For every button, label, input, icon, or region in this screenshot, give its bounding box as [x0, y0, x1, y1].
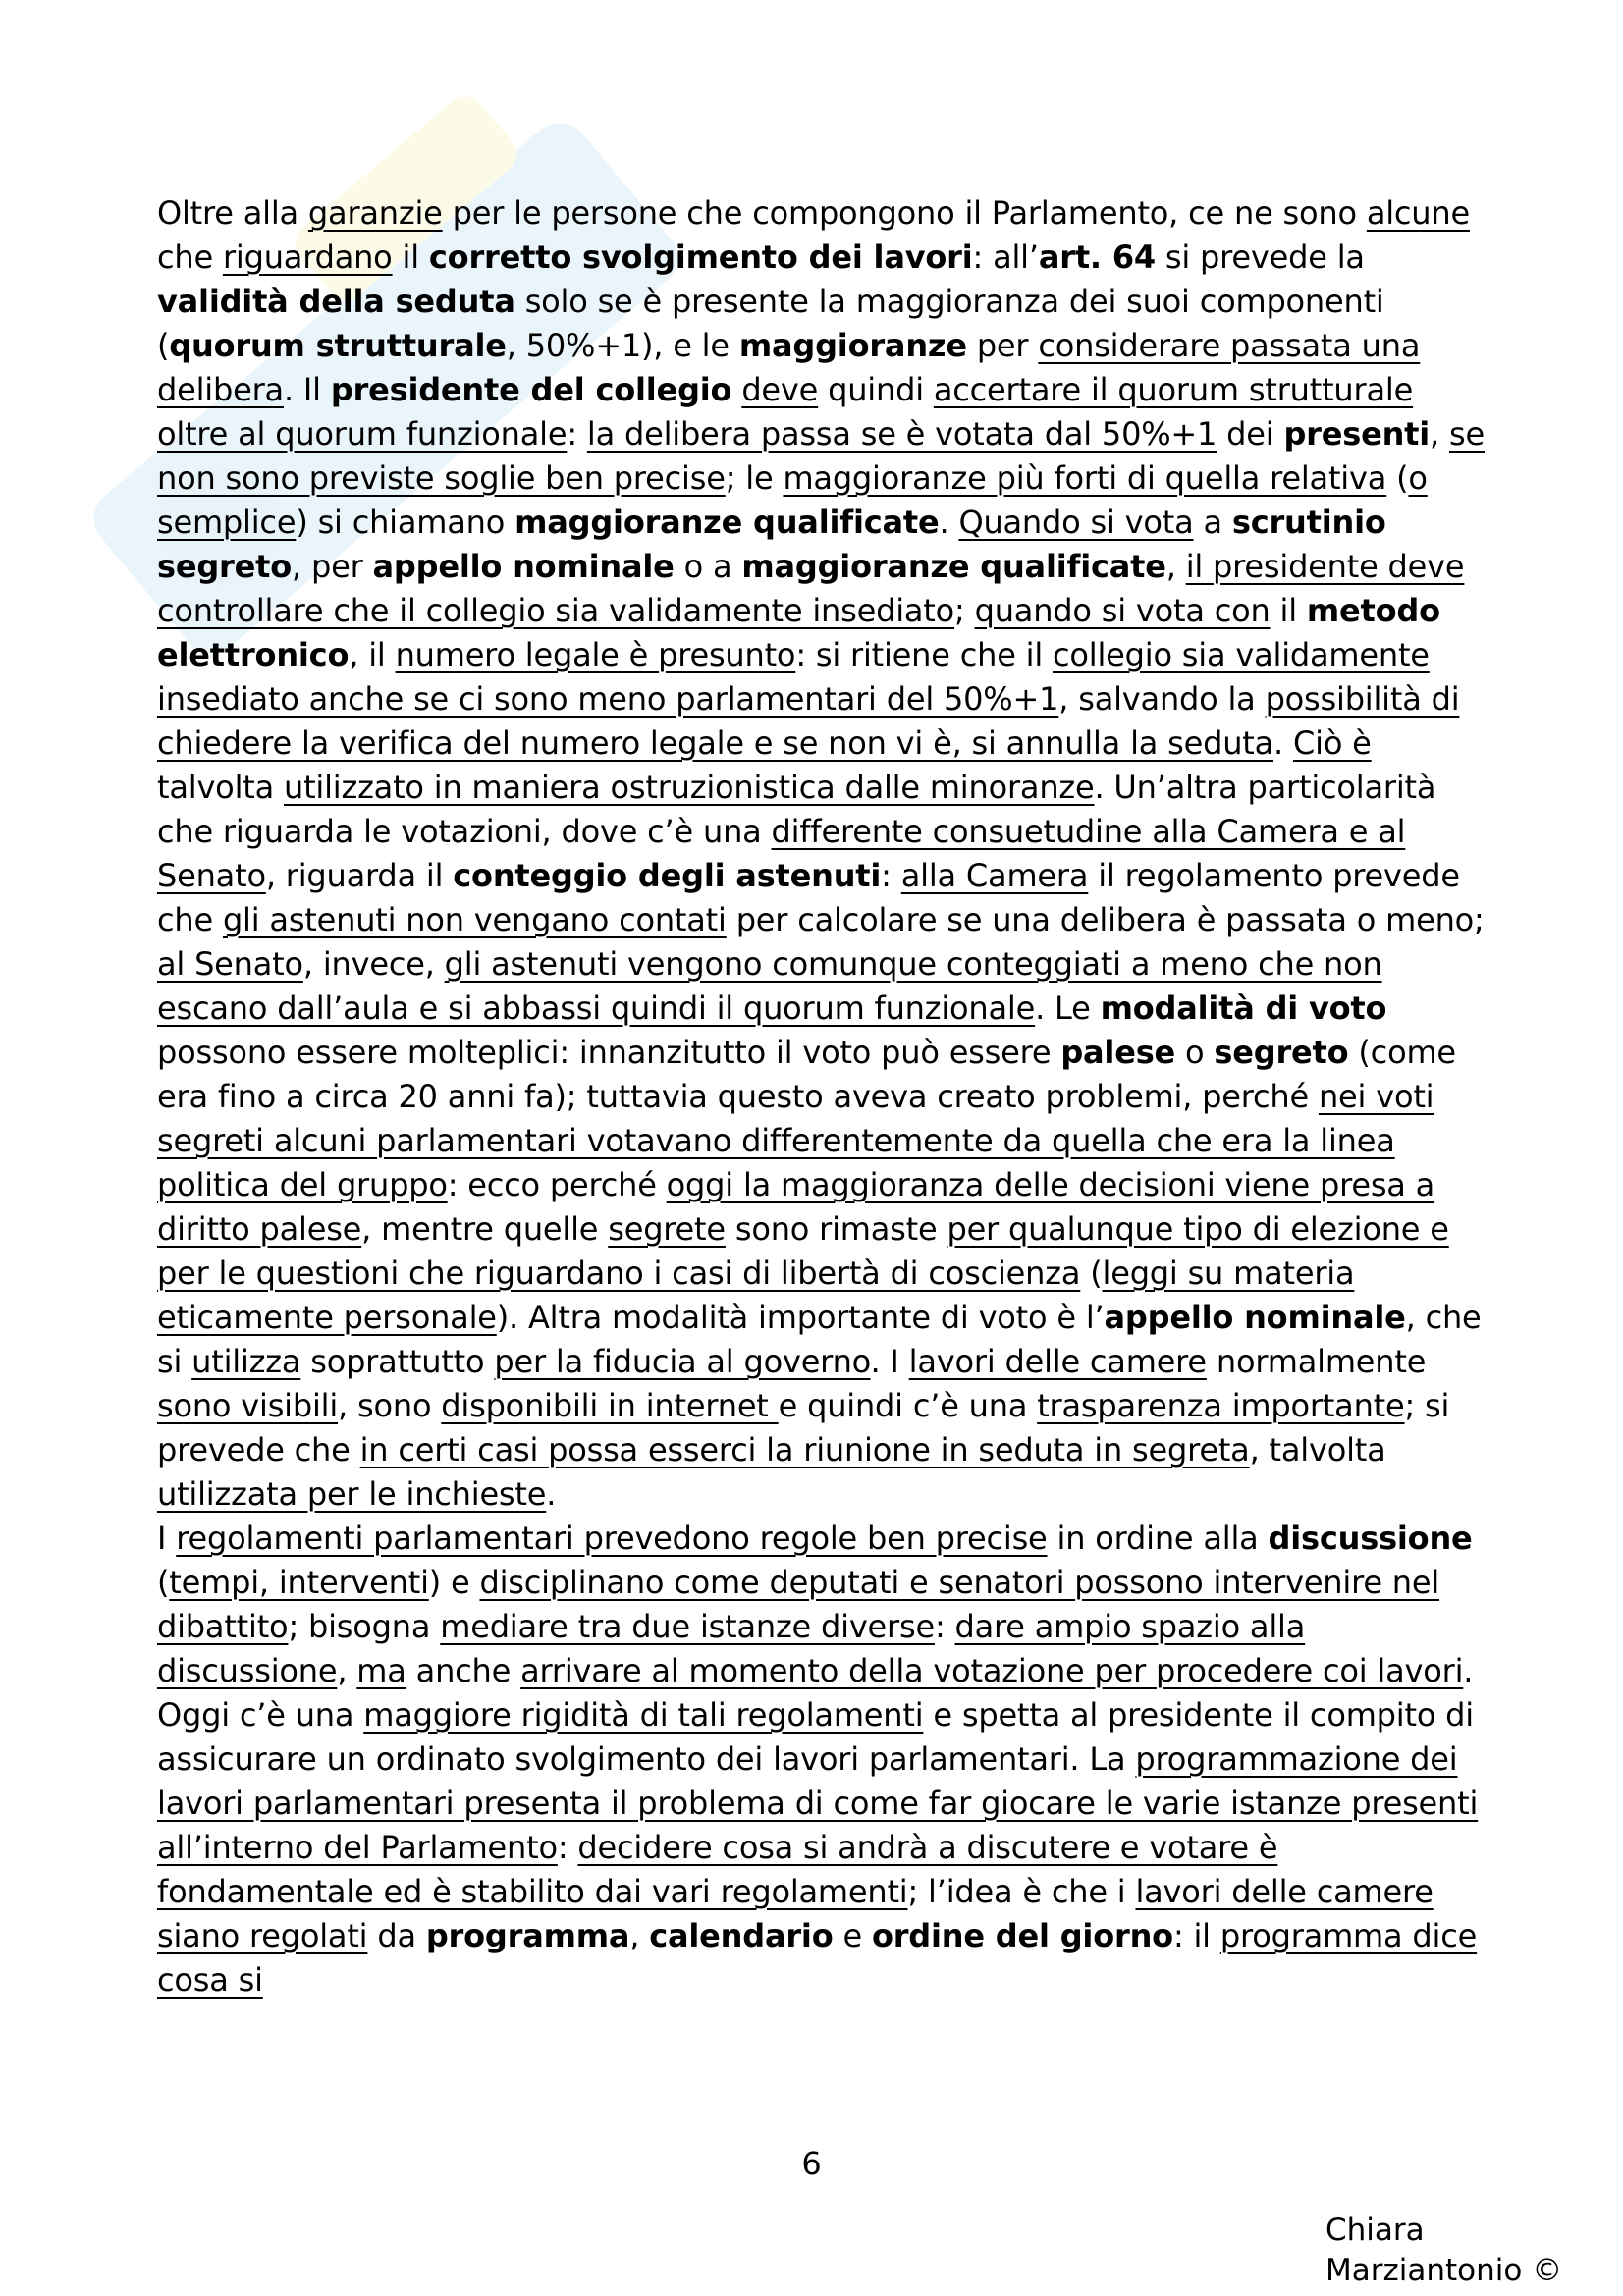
text-run: : il — [1172, 1917, 1220, 1954]
underlined-phrase: numero legale è presunto — [395, 636, 796, 673]
text-run: quindi — [818, 371, 934, 408]
text-run: che — [157, 239, 223, 276]
text-run: ) si chiamano — [296, 504, 515, 541]
text-run: ; l’idea è che i — [907, 1873, 1136, 1910]
text-run: ). Altra modalità importante di voto è l’ — [496, 1299, 1105, 1336]
text-run: ( — [1080, 1255, 1103, 1292]
bold-term: segreto — [1214, 1034, 1349, 1071]
underlined-phrase: la delibera passa se è votata dal 50%+1 — [586, 415, 1217, 453]
text-run: . I — [870, 1343, 909, 1380]
author-line-1: Chiara — [1325, 2213, 1425, 2248]
text-run: . Le — [1035, 989, 1101, 1027]
text-run: , — [1430, 415, 1449, 453]
bold-term: calendario — [649, 1917, 834, 1954]
text-run: ; — [954, 592, 975, 629]
text-run: e quindi c’è una — [778, 1387, 1038, 1424]
text-run: ; si prevede che — [157, 1387, 1450, 1468]
underlined-phrase: regolamenti parlamentari prevedono regole ben precise — [176, 1520, 1048, 1557]
text-run: talvolta — [157, 769, 284, 806]
text-run: il regolamento prevede che — [157, 857, 1460, 938]
author-line-2: Marziantonio © — [1325, 2253, 1563, 2288]
bold-term: scrutinio segreto — [157, 504, 1386, 585]
text-run: per — [966, 327, 1039, 364]
paragraph — [157, 1517, 1492, 2002]
underlined-phrase: nei voti segreti alcuni parlamentari votavano differentemente da quella che era la linea politica del gruppo — [157, 1078, 1434, 1203]
underlined-phrase: se non sono previste soglie ben precise — [157, 415, 1485, 497]
author-credit — [1325, 2211, 1562, 2291]
underlined-phrase: riguardano — [222, 239, 393, 276]
text-run: , 50%+1), e le — [506, 327, 739, 364]
text-run: : — [881, 857, 901, 894]
text-run: o — [1175, 1034, 1215, 1071]
text-run: ( — [1386, 459, 1409, 497]
underlined-phrase: leggi su materia eticamente personale — [157, 1255, 1355, 1336]
underlined-phrase: disciplinano come deputati e senatori possono intervenire nel dibattito — [157, 1564, 1440, 1645]
text-run: : — [567, 415, 587, 453]
underlined-phrase: alla Camera — [900, 857, 1089, 894]
underlined-phrase: possibilità di chiedere la verifica del numero legale e se non vi è, si annulla la seduta — [157, 680, 1460, 762]
bold-term: modalità di voto — [1100, 989, 1387, 1027]
underlined-phrase: in certi casi possa esserci la riunione in seduta in segreta — [359, 1431, 1250, 1468]
underlined-phrase: maggiore rigidità di tali regolamenti — [363, 1696, 924, 1734]
text-run: o a — [674, 548, 742, 585]
page-number: 6 — [801, 2145, 822, 2182]
text-run: normalmente — [1206, 1343, 1427, 1380]
bold-term: programma — [425, 1917, 630, 1954]
underlined-phrase: tempi, interventi — [169, 1564, 429, 1601]
text-run: : all’ — [972, 239, 1039, 276]
bold-term: maggioranze qualificate — [741, 548, 1166, 585]
text-run: in ordine alla — [1047, 1520, 1269, 1557]
underlined-phrase: disponibili in internet — [441, 1387, 779, 1424]
underlined-phrase: il presidente deve controllare che il collegio sia validamente insediato — [157, 548, 1465, 629]
underlined-phrase: sono visibili — [157, 1387, 339, 1424]
text-run: per calcolare se una delibera è passata o meno; — [726, 901, 1485, 938]
text-run: I — [157, 1520, 177, 1557]
text-run: , — [629, 1917, 650, 1954]
underlined-phrase: lavori delle camere siano regolati — [157, 1873, 1434, 1954]
text-run: si prevede la — [1155, 239, 1365, 276]
underlined-phrase: per qualunque tipo di elezione e per le questioni che riguardano i casi di libertà di coscienza — [157, 1210, 1449, 1292]
underlined-phrase: decidere cosa si andrà a discutere e votare è fondamentale ed è stabilito dai vari regolamenti — [157, 1829, 1278, 1910]
underlined-phrase: segrete — [608, 1210, 726, 1248]
text-run: anche — [406, 1652, 521, 1689]
underlined-phrase: trasparenza importante — [1037, 1387, 1405, 1424]
text-run: Oltre alla — [157, 194, 308, 232]
text-run: dei — [1217, 415, 1284, 453]
text-run: soprattutto — [300, 1343, 495, 1380]
text-run: : ecco perché — [447, 1166, 667, 1203]
page-body — [157, 191, 1492, 2002]
underlined-phrase: per la fiducia al governo — [494, 1343, 871, 1380]
text-run: . Oggi c’è una — [157, 1652, 1474, 1734]
text-run: e spetta al presidente il compito di assicurare un ordinato svolgimento dei lavori parlamentari. La — [157, 1696, 1474, 1778]
text-run: da — [367, 1917, 426, 1954]
bold-term: presidente del collegio — [330, 371, 732, 408]
underlined-phrase: utilizzata per le inchieste — [157, 1475, 547, 1513]
text-run: ; bisogna — [288, 1608, 441, 1645]
underlined-phrase: lavori delle camere — [908, 1343, 1207, 1380]
text-run: (come era fino a circa 20 anni fa); tuttavia questo aveva creato problemi, perché — [157, 1034, 1456, 1115]
text-run: solo se è presente la maggioranza dei suoi componenti ( — [157, 283, 1384, 364]
text-run: ; le — [725, 459, 784, 497]
underlined-phrase: accertare il quorum strutturale oltre al quorum funzionale — [157, 371, 1414, 453]
text-run: , che si — [157, 1299, 1482, 1380]
text-run — [731, 371, 741, 408]
bold-term: ordine del giorno — [871, 1917, 1173, 1954]
bold-term: art. 64 — [1038, 239, 1156, 276]
bold-term: maggioranze — [738, 327, 967, 364]
text-run: , il — [349, 636, 396, 673]
text-run: ) e — [428, 1564, 480, 1601]
underlined-phrase: quando si vota con — [974, 592, 1271, 629]
underlined-phrase: Quando si vota — [958, 504, 1194, 541]
text-run: . Un’altra particolarità che riguarda le votazioni, dove c’è una — [157, 769, 1436, 850]
text-run: possono essere molteplici: innanzitutto il voto può essere — [157, 1034, 1061, 1071]
bold-term: discussione — [1268, 1520, 1473, 1557]
text-run: : — [934, 1608, 955, 1645]
text-run: , invece, — [302, 945, 445, 983]
underlined-phrase: utilizza — [191, 1343, 301, 1380]
text-run: a — [1193, 504, 1232, 541]
underlined-phrase: deve — [741, 371, 819, 408]
underlined-phrase: oggi la maggioranza delle decisioni viene presa a diritto palese — [157, 1166, 1435, 1248]
text-run: sono rimaste — [725, 1210, 947, 1248]
text-run: il — [1270, 592, 1307, 629]
underlined-phrase: collegio sia validamente insediato anche se ci sono meno parlamentari del 50%+1 — [157, 636, 1430, 718]
underlined-phrase: gli astenuti non vengano contati — [222, 901, 727, 938]
underlined-phrase: garanzie — [307, 194, 443, 232]
text-run: . — [939, 504, 959, 541]
underlined-phrase: dare ampio spazio alla discussione — [157, 1608, 1306, 1689]
bold-term: validità della seduta — [157, 283, 515, 320]
bold-term: metodo elettronico — [157, 592, 1440, 673]
text-run: , sono — [338, 1387, 442, 1424]
bold-term: presenti — [1283, 415, 1431, 453]
text-run: . — [1273, 724, 1293, 762]
text-run: , — [337, 1652, 357, 1689]
text-run: , per — [292, 548, 373, 585]
paragraph — [157, 191, 1492, 1517]
underlined-phrase: differente consuetudine alla Camera e al Senato — [157, 813, 1406, 894]
underlined-phrase: o semplice — [157, 459, 1428, 541]
text-run: , — [1165, 548, 1186, 585]
bold-term: maggioranze qualificate — [514, 504, 940, 541]
underlined-phrase: al Senato — [157, 945, 303, 983]
text-run: e — [833, 1917, 872, 1954]
bold-term: appello nominale — [1104, 1299, 1406, 1336]
text-run: . Il — [283, 371, 331, 408]
underlined-phrase: mediare tra due istanze diverse — [440, 1608, 935, 1645]
underlined-phrase: utilizzato in maniera ostruzionistica dalle minoranze — [283, 769, 1095, 806]
underlined-phrase: arrivare al momento della votazione per procedere coi lavori — [520, 1652, 1464, 1689]
underlined-phrase: ma — [356, 1652, 406, 1689]
underlined-phrase: programmazione dei lavori parlamentari presenta il problema di come far giocare le varie istanze presenti all’interno del Parlamento — [157, 1740, 1479, 1866]
text-run: per le persone che compongono il Parlamento, ce ne sono — [442, 194, 1367, 232]
text-run: : si ritiene che il — [795, 636, 1054, 673]
text-run: il — [392, 239, 429, 276]
underlined-phrase: Ciò è — [1293, 724, 1372, 762]
underlined-phrase: programma dice cosa si — [157, 1917, 1478, 1999]
bold-term: conteggio degli astenuti — [453, 857, 882, 894]
text-run: , salvando la — [1058, 680, 1266, 718]
text-run: , riguarda il — [265, 857, 454, 894]
underlined-phrase: maggioranze più forti di quella relativa — [783, 459, 1387, 497]
bold-term: appello nominale — [372, 548, 675, 585]
underlined-phrase: considerare passata una delibera — [157, 327, 1421, 408]
text-run: , talvolta — [1249, 1431, 1386, 1468]
text-run: : — [557, 1829, 578, 1866]
bold-term: corretto svolgimento dei lavori — [428, 239, 973, 276]
bold-term: palese — [1060, 1034, 1176, 1071]
bold-term: quorum strutturale — [169, 327, 507, 364]
underlined-phrase: alcune — [1366, 194, 1470, 232]
text-run: . — [546, 1475, 557, 1513]
underlined-phrase: gli astenuti vengono comunque conteggiati a meno che non escano dall’aula e si abbassi quindi il quorum funzionale — [157, 945, 1382, 1027]
text-run: , mentre quelle — [361, 1210, 609, 1248]
text-run: ( — [157, 1564, 170, 1601]
